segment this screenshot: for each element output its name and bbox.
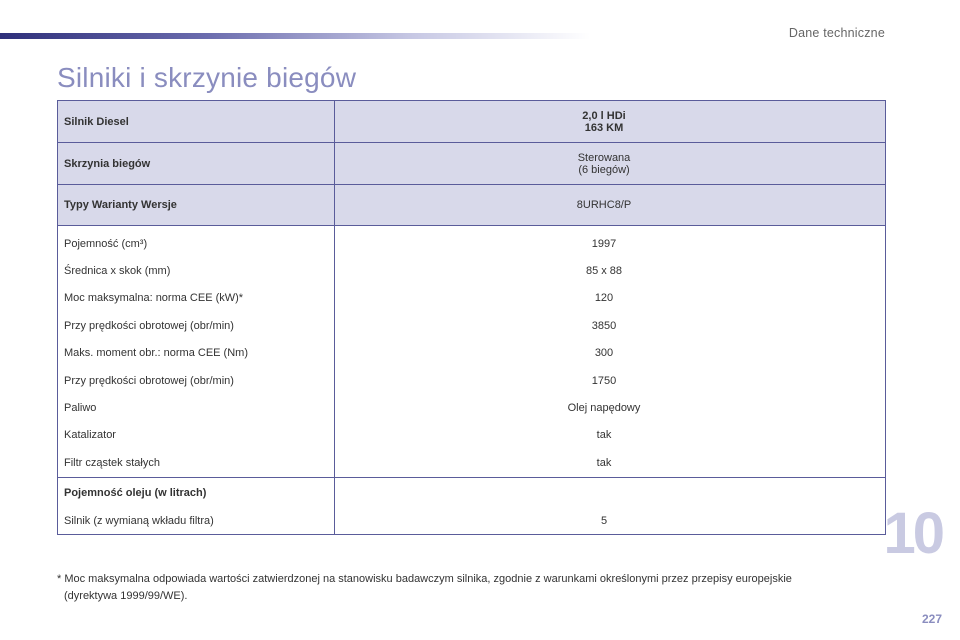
table-row bbox=[58, 422, 886, 449]
row-value: Olej napędowy bbox=[335, 394, 886, 421]
engine-value-line1: 2,0 l HDi bbox=[582, 109, 626, 122]
engine-value bbox=[335, 101, 886, 143]
oil-value: 5 bbox=[335, 508, 886, 535]
table-row bbox=[58, 312, 886, 339]
row-value: 85 x 88 bbox=[335, 257, 886, 284]
page-number: 227 bbox=[921, 612, 942, 626]
decorative-top-bar bbox=[0, 33, 590, 39]
engine-spec-table bbox=[57, 100, 886, 535]
types-value: 8URHC8/P bbox=[335, 185, 886, 226]
row-label: Średnica x skok (mm) bbox=[58, 257, 335, 284]
gearbox-value bbox=[335, 143, 886, 185]
row-value: tak bbox=[335, 449, 886, 477]
table-row bbox=[58, 226, 886, 258]
row-label: Przy prędkości obrotowej (obr/min) bbox=[58, 312, 335, 339]
table-row bbox=[58, 340, 886, 367]
footnote-line1: * Moc maksymalna odpowiada wartości zatwierdzonej na stanowisku badawczym silnika, zgodnie z warunkami określonymi przez przepisy europejskie bbox=[57, 573, 792, 585]
row-label: Filtr cząstek stałych bbox=[58, 449, 335, 477]
oil-heading: Pojemność oleju (w litrach) bbox=[58, 477, 335, 508]
table-row-gearbox bbox=[58, 143, 886, 185]
row-label: Katalizator bbox=[58, 422, 335, 449]
row-value: 3850 bbox=[335, 312, 886, 339]
row-value: tak bbox=[335, 422, 886, 449]
table-row-oil-heading bbox=[58, 477, 886, 508]
engine-value-line2: 163 KM bbox=[584, 121, 624, 134]
section-title: Dane techniczne bbox=[788, 26, 885, 40]
table-row bbox=[58, 449, 886, 477]
gearbox-value-line1: Sterowana bbox=[577, 151, 631, 164]
chapter-number: 10 bbox=[883, 501, 942, 566]
row-label: Paliwo bbox=[58, 394, 335, 421]
gearbox-value-line2: (6 biegów) bbox=[578, 163, 630, 176]
row-value: 1997 bbox=[335, 226, 886, 258]
page-title: Silniki i skrzynie biegów bbox=[57, 62, 357, 93]
row-label: Przy prędkości obrotowej (obr/min) bbox=[58, 367, 335, 394]
oil-heading-empty bbox=[335, 477, 886, 508]
row-label: Moc maksymalna: norma CEE (kW)* bbox=[58, 285, 335, 312]
footnote bbox=[57, 571, 897, 605]
table-row bbox=[58, 394, 886, 421]
footnote-line2: (dyrektywa 1999/99/WE). bbox=[64, 590, 188, 602]
oil-label: Silnik (z wymianą wkładu filtra) bbox=[58, 508, 335, 535]
table-row-types bbox=[58, 185, 886, 226]
table-row bbox=[58, 257, 886, 284]
row-label: Maks. moment obr.: norma CEE (Nm) bbox=[58, 340, 335, 367]
table-row-engine bbox=[58, 101, 886, 143]
engine-label: Silnik Diesel bbox=[58, 101, 335, 143]
gearbox-label: Skrzynia biegów bbox=[58, 143, 335, 185]
types-label: Typy Warianty Wersje bbox=[58, 185, 335, 226]
table-row bbox=[58, 367, 886, 394]
row-label: Pojemność (cm³) bbox=[58, 226, 335, 258]
row-value: 1750 bbox=[335, 367, 886, 394]
row-value: 300 bbox=[335, 340, 886, 367]
table-row-oil bbox=[58, 508, 886, 535]
row-value: 120 bbox=[335, 285, 886, 312]
table-row bbox=[58, 285, 886, 312]
